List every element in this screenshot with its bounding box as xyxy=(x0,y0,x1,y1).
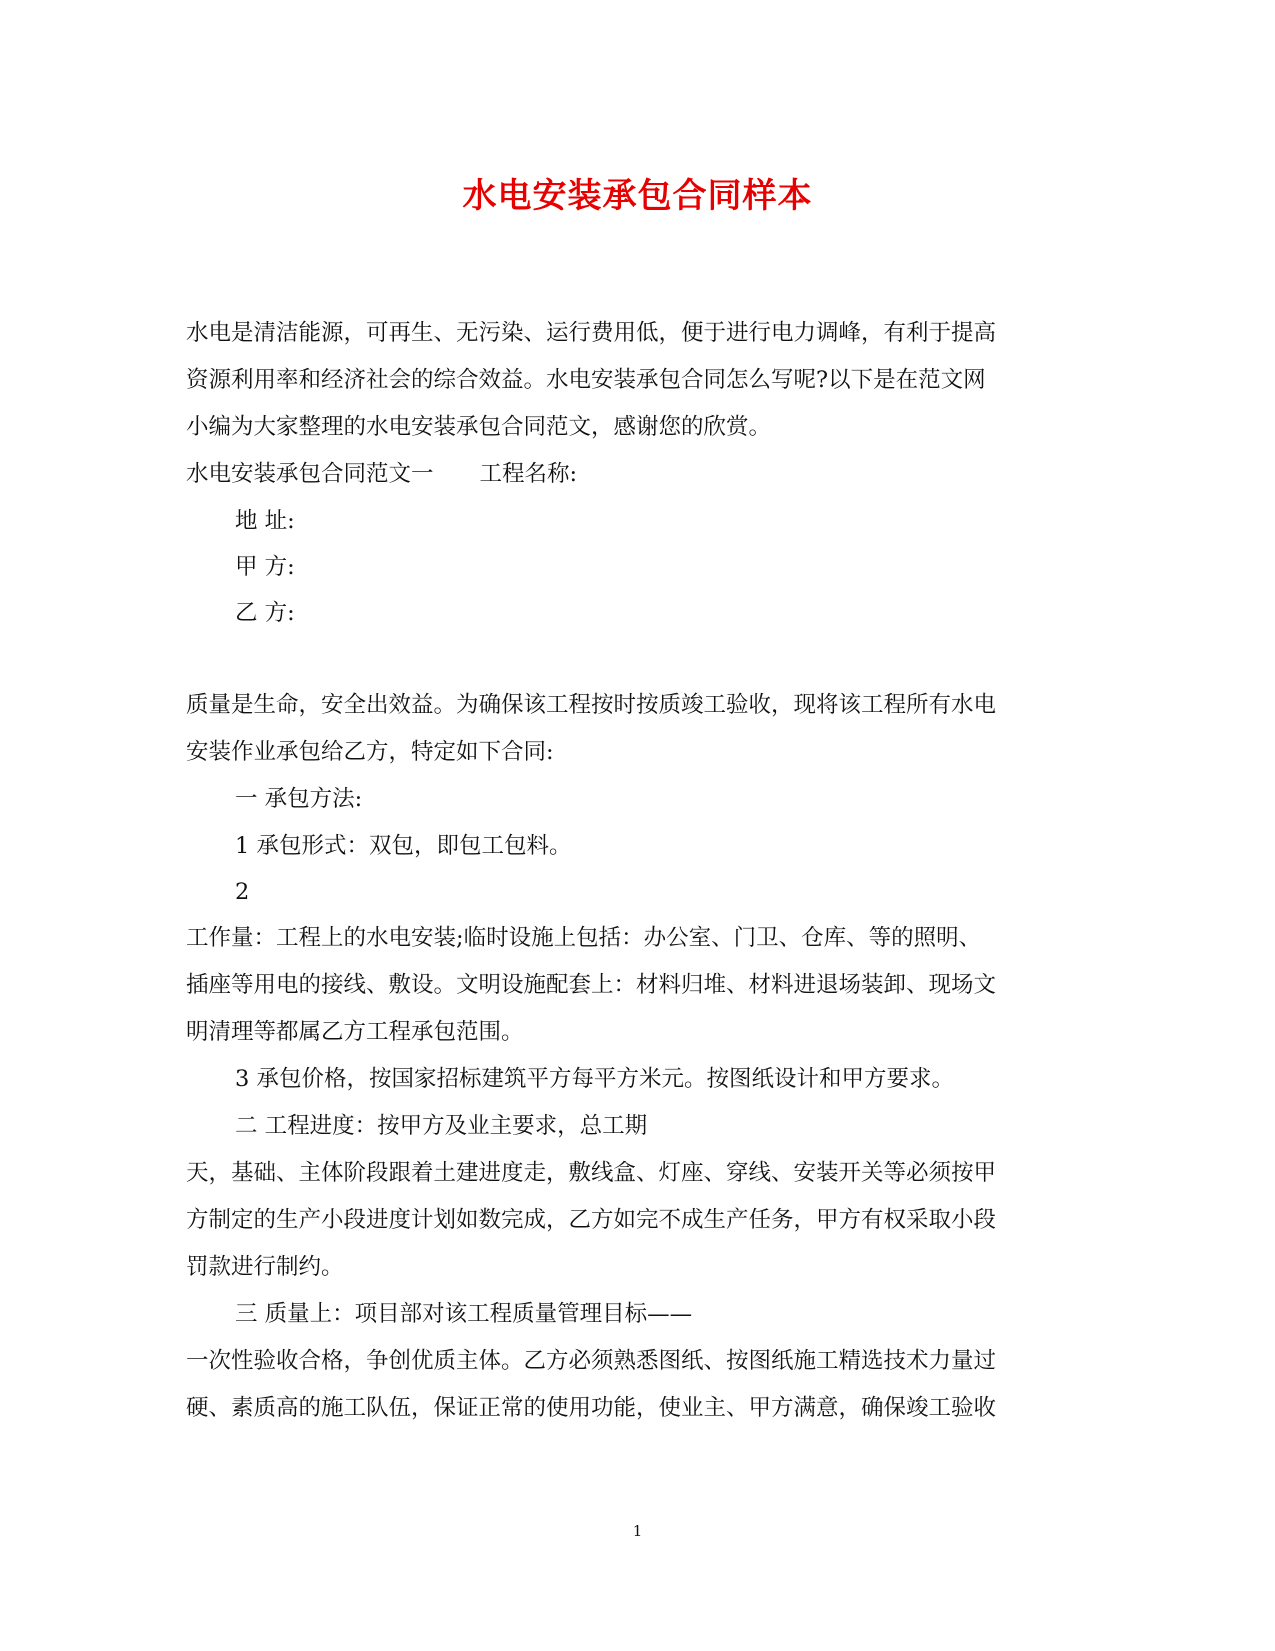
contract-heading-line xyxy=(186,459,577,489)
paragraph-line: 质量是生命，安全出效益。为确保该工程按时按质竣工验收，现将该工程所有水电 xyxy=(186,692,997,718)
clause-number: 2 xyxy=(235,879,250,905)
paragraph-line: 插座等用电的接线、敷设。文明设施配套上：材料归堆、材料进退场装卸、现场文 xyxy=(186,972,997,998)
section-heading: 三 质量上：项目部对该工程质量管理目标—— xyxy=(235,1301,693,1327)
address-field: 地 址: xyxy=(235,508,295,534)
paragraph-line: 硬、素质高的施工队伍，保证正常的使用功能，使业主、甲方满意，确保竣工验收 xyxy=(186,1395,997,1421)
paragraph-line: 安装作业承包给乙方，特定如下合同: xyxy=(186,739,554,765)
paragraph-line: 小编为大家整理的水电安装承包合同范文，感谢您的欣赏。 xyxy=(186,414,772,440)
paragraph-line: 工作量：工程上的水电安装;临时设施上包括：办公室、门卫、仓库、等的照明、 xyxy=(186,925,982,951)
party-b-field: 乙 方: xyxy=(235,600,295,626)
document-title: 水电安装承包合同样本 xyxy=(462,176,813,216)
paragraph-line: 水电是清洁能源，可再生、无污染、运行费用低，便于进行电力调峰，有利于提高 xyxy=(186,320,997,346)
clause-line: 3 承包价格，按国家招标建筑平方每平方米元。按图纸设计和甲方要求。 xyxy=(235,1066,954,1092)
paragraph-line: 资源利用率和经济社会的综合效益。水电安装承包合同怎么写呢?以下是在范文网 xyxy=(186,367,986,393)
paragraph-line: 明清理等都属乙方工程承包范围。 xyxy=(186,1019,524,1045)
clause-line: 1 承包形式：双包，即包工包料。 xyxy=(235,833,572,859)
project-name-field: 工程名称: xyxy=(479,461,578,487)
paragraph-line: 天，基础、主体阶段跟着土建进度走，敷线盒、灯座、穿线、安装开关等必须按甲 xyxy=(186,1160,997,1186)
page-number: 1 xyxy=(632,1522,643,1540)
contract-sample-heading: 水电安装承包合同范文一 xyxy=(186,461,434,487)
section-heading: 一 承包方法: xyxy=(235,786,363,812)
paragraph-line: 方制定的生产小段进度计划如数完成，乙方如完不成生产任务，甲方有权采取小段 xyxy=(186,1207,997,1233)
paragraph-line: 罚款进行制约。 xyxy=(186,1254,344,1280)
section-heading: 二 工程进度：按甲方及业主要求，总工期 xyxy=(235,1113,648,1139)
paragraph-line: 一次性验收合格，争创优质主体。乙方必须熟悉图纸、按图纸施工精选技术力量过 xyxy=(186,1348,997,1374)
party-a-field: 甲 方: xyxy=(235,554,295,580)
